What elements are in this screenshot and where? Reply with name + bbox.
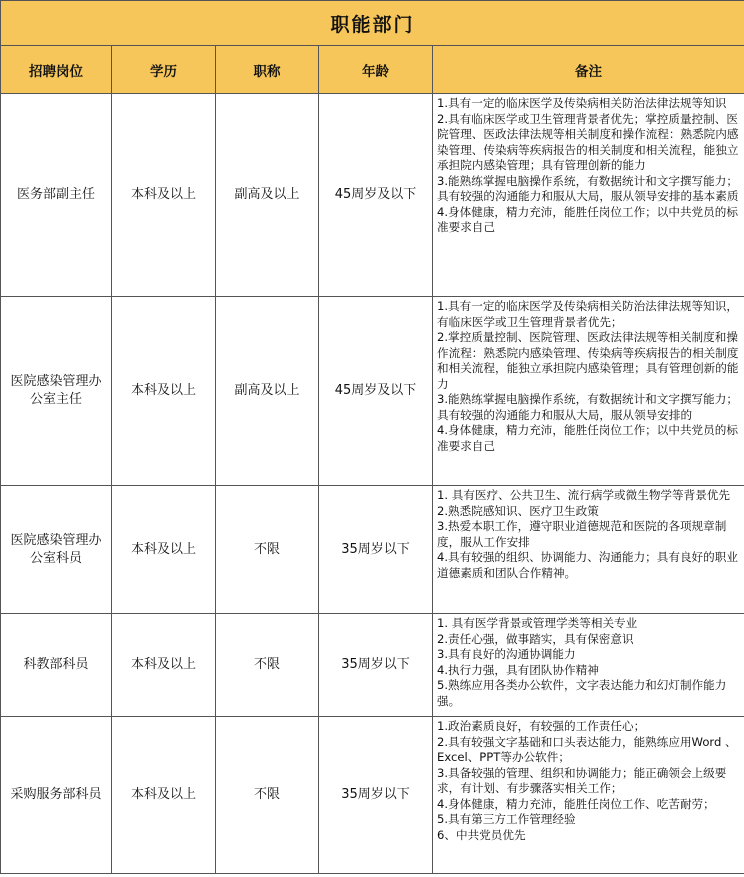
age-cell: 35周岁以下 bbox=[319, 614, 433, 717]
note-line: 3.具备较强的管理、组织和协调能力；能正确领会上级要求，有计划、有步骤落实相关工作； bbox=[437, 765, 727, 795]
note-line: 1.具有一定的临床医学及传染病相关防治法律法规等知识，有临床医学或卫生管理背景者优先； bbox=[437, 299, 738, 329]
note-line: 4.执行力强，具有团队协作精神 bbox=[437, 662, 599, 677]
title-cell: 副高及以上 bbox=[216, 94, 319, 297]
note-line: 3.能熟练掌握电脑操作系统，有数据统计和文字撰写能力；具有较强的沟通能力和服从大局，服从领导安排的 bbox=[437, 392, 738, 422]
note-line: 3.热爱本职工作，遵守职业道德规范和医院的各项规章制度，服从工作安排 bbox=[437, 519, 727, 549]
note-line: 2.具有临床医学或卫生管理背景者优先；掌控质量控制、医院管理、医政法律法规等相关制度和操作流程：熟悉院内感染管理、传染病等疾病报告的相关制度和相关流程，能独立承担院内感染管理；具有管理创新的能力 bbox=[437, 111, 739, 172]
note-line: 3.能熟练掌握电脑操作系统，有数据统计和文字撰写能力；具有较强的沟通能力和服从大局，服从领导安排的基本素质 bbox=[437, 173, 739, 203]
note-line: 6、中共党员优先 bbox=[437, 827, 526, 842]
position-cell: 医务部副主任 bbox=[1, 94, 112, 297]
table-row bbox=[1, 486, 744, 614]
header-age: 年龄 bbox=[319, 46, 433, 94]
education-cell: 本科及以上 bbox=[112, 717, 216, 874]
age-cell: 35周岁以下 bbox=[319, 486, 433, 614]
education-cell: 本科及以上 bbox=[112, 614, 216, 717]
position-cell: 医院感染管理办公室主任 bbox=[1, 297, 112, 486]
notes-cell bbox=[433, 486, 744, 614]
header-education: 学历 bbox=[112, 46, 216, 94]
header-title: 职称 bbox=[216, 46, 319, 94]
title-cell: 副高及以上 bbox=[216, 297, 319, 486]
notes-cell bbox=[433, 614, 744, 717]
note-line: 1.政治素质良好，有较强的工作责任心； bbox=[437, 719, 646, 733]
age-cell: 45周岁及以下 bbox=[319, 297, 433, 486]
notes-cell bbox=[433, 297, 744, 486]
note-line: 4.身体健康，精力充沛，能胜任岗位工作、吃苦耐劳； bbox=[437, 796, 715, 811]
note-line: 2.具有较强文字基础和口头表达能力，能熟练应用Word 、Excel、PPT等办公软件； bbox=[437, 734, 737, 764]
table-row bbox=[1, 94, 744, 297]
note-line: 1. 具有医疗、公共卫生、流行病学或微生物学等背景优先 bbox=[437, 488, 730, 502]
note-line: 2.掌控质量控制、医院管理、医政法律法规等相关制度和操作流程：熟悉院内感染管理、传染病等疾病报告的相关制度和相关流程，能独立承担院内感染管理；具有管理创新的能力 bbox=[437, 330, 739, 391]
header-position: 招聘岗位 bbox=[1, 46, 112, 94]
notes-cell bbox=[433, 717, 744, 874]
table-row bbox=[1, 614, 744, 717]
header-notes: 备注 bbox=[433, 46, 744, 94]
note-line: 1. 具有医学背景或管理学类等相关专业 bbox=[437, 616, 638, 630]
age-cell: 45周岁及以下 bbox=[319, 94, 433, 297]
notes-cell bbox=[433, 94, 744, 297]
title-row bbox=[1, 1, 744, 46]
note-line: 4.身体健康，精力充沛，能胜任岗位工作；以中共党员的标准要求自己 bbox=[437, 204, 738, 234]
header-row bbox=[1, 46, 744, 94]
education-cell: 本科及以上 bbox=[112, 486, 216, 614]
table-row bbox=[1, 297, 744, 486]
education-cell: 本科及以上 bbox=[112, 297, 216, 486]
title-cell: 不限 bbox=[216, 614, 319, 717]
note-line: 5.熟练应用各类办公软件，文字表达能力和幻灯制作能力强。 bbox=[437, 678, 727, 708]
note-line: 3.具有良好的沟通协调能力 bbox=[437, 647, 576, 661]
age-cell: 35周岁以下 bbox=[319, 717, 433, 874]
note-line: 2.责任心强，做事踏实，具有保密意识 bbox=[437, 631, 634, 646]
position-cell: 采购服务部科员 bbox=[1, 717, 112, 874]
title-cell: 不限 bbox=[216, 486, 319, 614]
note-line: 1.具有一定的临床医学及传染病相关防治法律法规等知识 bbox=[437, 96, 727, 110]
note-line: 4.身体健康，精力充沛，能胜任岗位工作；以中共党员的标准要求自己 bbox=[437, 423, 738, 453]
note-line: 2.熟悉院感知识、医疗卫生政策 bbox=[437, 503, 599, 518]
note-line: 5.具有第三方工作管理经验 bbox=[437, 812, 576, 826]
position-cell: 科教部科员 bbox=[1, 614, 112, 717]
position-cell: 医院感染管理办公室科员 bbox=[1, 486, 112, 614]
table-title: 职能部门 bbox=[1, 1, 744, 46]
note-line: 4.具有较强的组织、协调能力、沟通能力；具有良好的职业道德素质和团队合作精神。 bbox=[437, 550, 738, 580]
table-row bbox=[1, 717, 744, 874]
education-cell: 本科及以上 bbox=[112, 94, 216, 297]
title-cell: 不限 bbox=[216, 717, 319, 874]
